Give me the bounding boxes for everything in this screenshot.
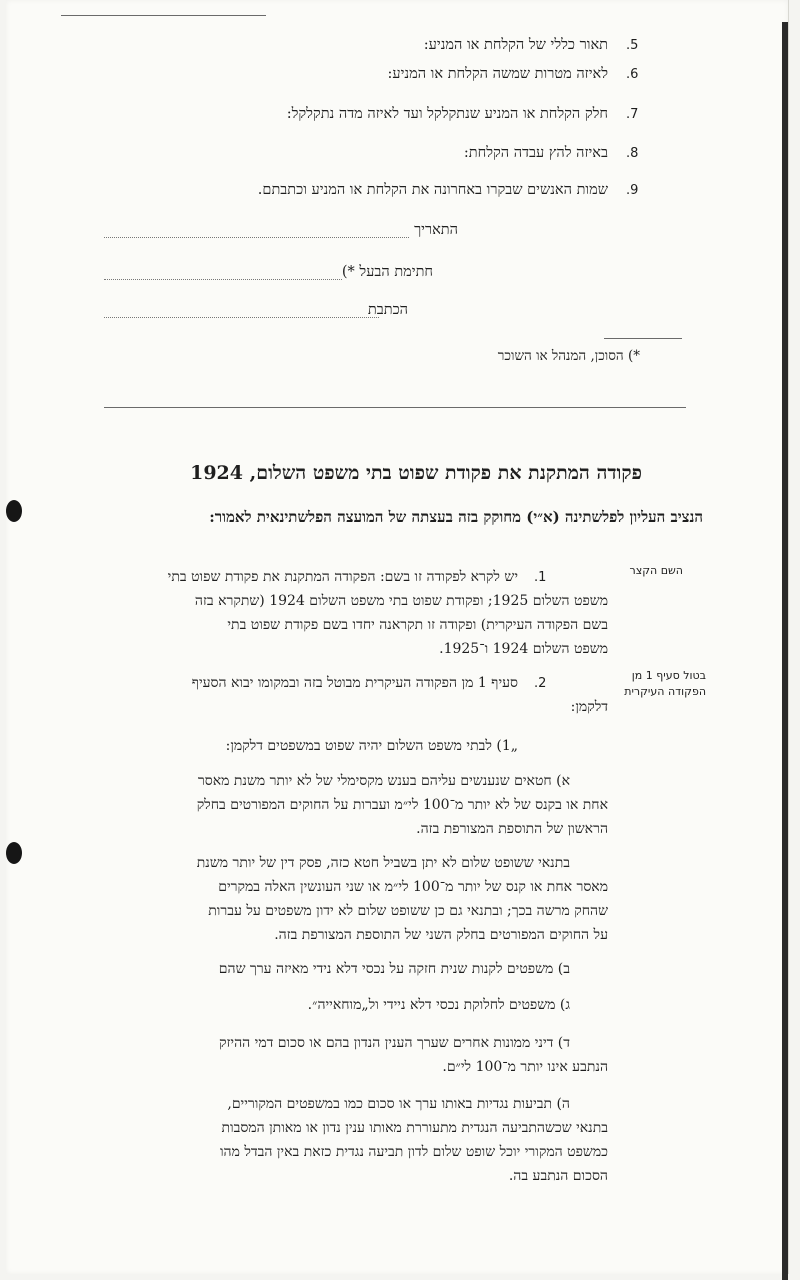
date-label: התאריך [414, 222, 458, 238]
clause-a-line: הראשון של התוספת המצורפת בזה. [416, 821, 608, 837]
item-number: .5 [626, 38, 639, 53]
form-item: חלק הקלחת או המניע שנתקלקל ועד לאיזה מדה נתקלקל: [286, 106, 608, 122]
section-1-line: משפט השלום 1924 ו־1925. [439, 641, 608, 657]
address-label: הכתבת [367, 302, 408, 318]
section-1-line: יש לקרא לפקודה זו בשם: הפקודה המתקנת את פקודת שפוט בתי [167, 569, 518, 585]
proviso-line: בתנאי ששופט שלום לא יתן בשביל חטא כזה, פסק דין של יותר משנת [196, 855, 570, 871]
clause-h-line: בתנאי שכשהתביעה הנגדית מתעוררת מאותו ענין נדון או מאותן המסבות [221, 1120, 608, 1136]
footnote-rule [604, 338, 682, 339]
margin-note-repeal: בטול סעיף 1 מן [631, 669, 706, 682]
section-divider [104, 407, 686, 408]
item-number: .6 [626, 67, 639, 82]
signature-line [104, 279, 342, 280]
clause-d-line: הנתבע אינו יותר מ־100 לי״ם. [442, 1059, 608, 1075]
item-number: .7 [626, 107, 639, 122]
clause-b: ב) משפטים לקנות שנית חזקה על נכסי דלא נידי מאיזה ערך שהם [218, 961, 570, 977]
section-1-line: משפט השלום 1925; ופקודת שפוט בתי משפט השלום 1924 (שתקרא בזה [194, 593, 608, 609]
punch-hole-bottom [6, 842, 22, 864]
margin-note-repeal: הפקודה העיקרית [624, 685, 706, 698]
proviso-line: מאסר אחת או קנס של יותר מ־100 לי״מ או שני העונשין האלה במקרים [218, 879, 608, 895]
form-item: לאיזה מטרות שמשה הקלחת או המניע: [387, 66, 608, 82]
subsection-1: „1) לבתי משפט השלום יהיה שפוט במשפטים דלקמן: [225, 738, 518, 754]
footnote: *) הסוכן, המנהל או השוכר [497, 348, 640, 364]
clause-h-line: ה) תביעות נגדיות באותו ערך או סכום כמו במשפטים המקוריים, [227, 1096, 570, 1112]
form-item: שמות האנשים שבקרו באחרונה את הקלחת או המניע וכתבתם. [257, 182, 608, 198]
clause-h-line: הסכום הנתבע בה. [508, 1168, 608, 1184]
top-rule [61, 15, 266, 16]
clause-h-line: כמשפט המקורי יוכל שופט שלום לדון תביעה נגדית כזאת באין הבדל מהו [219, 1144, 608, 1160]
item-number: .8 [626, 146, 639, 161]
item-number: .9 [626, 183, 639, 198]
clause-g: ג) משפטים לחלוקת נכסי דלא ניידי ול„מוחאייה״. [307, 997, 570, 1013]
section-number: .1 [534, 570, 547, 585]
enactment-clause: הנציב העליון לפלשתינה (א״י) מחוקק בזה בעצתה של המועצה הפלשתינאית לאמור: [209, 508, 703, 526]
ordinance-title: פקודה המתקנת את פקודת שפוט בתי משפט השלום, 1924 [190, 462, 642, 484]
section-2-line: סעיף 1 מן הפקודה העיקרית מבוטל בזה ובמקומו יבוא הסעיף [191, 675, 518, 691]
clause-a-line: א) חטאים שנענשים עליהם בענש מקסימלי של לא יותר משנת מאסר [197, 773, 570, 789]
scan-edge [782, 22, 788, 1280]
section-number: .2 [534, 676, 547, 691]
signature-label: חתימת הבעל *) [341, 264, 433, 280]
proviso-line: שהחק מרשה בכך; ובתנאי גם כן ששופט שלום לא ידון משפטים על עברות [208, 903, 608, 919]
address-line [104, 317, 379, 318]
clause-d-line: ד) דיני ממונות אחרים שערך הענין הנדון בהם או סכום דמי ההיזק [219, 1035, 570, 1051]
margin-note-short-title: השם הקצר [629, 564, 683, 577]
section-2-line: דלקמן: [570, 699, 608, 715]
section-1-line: בשם הפקודה העיקרית) ופקודה זו תקראנה יחדו בשם פקודת שפוט בתי [227, 617, 608, 633]
proviso-line: על החוקים המפורטים בחלק השני של התוספת המצורפת בזה. [274, 927, 608, 943]
clause-a-line: אחת או בקנס של לא יותר מ־100 לי״מ ועברות על החוקים המפורטים בחלק [196, 797, 608, 813]
punch-hole-top [6, 500, 22, 522]
form-item: תאור כללי של הקלחת או המניע: [423, 37, 608, 53]
date-line [104, 237, 409, 238]
document-page [6, 0, 789, 1274]
form-item: באיזה להץ עבדה הקלחת: [463, 145, 608, 161]
